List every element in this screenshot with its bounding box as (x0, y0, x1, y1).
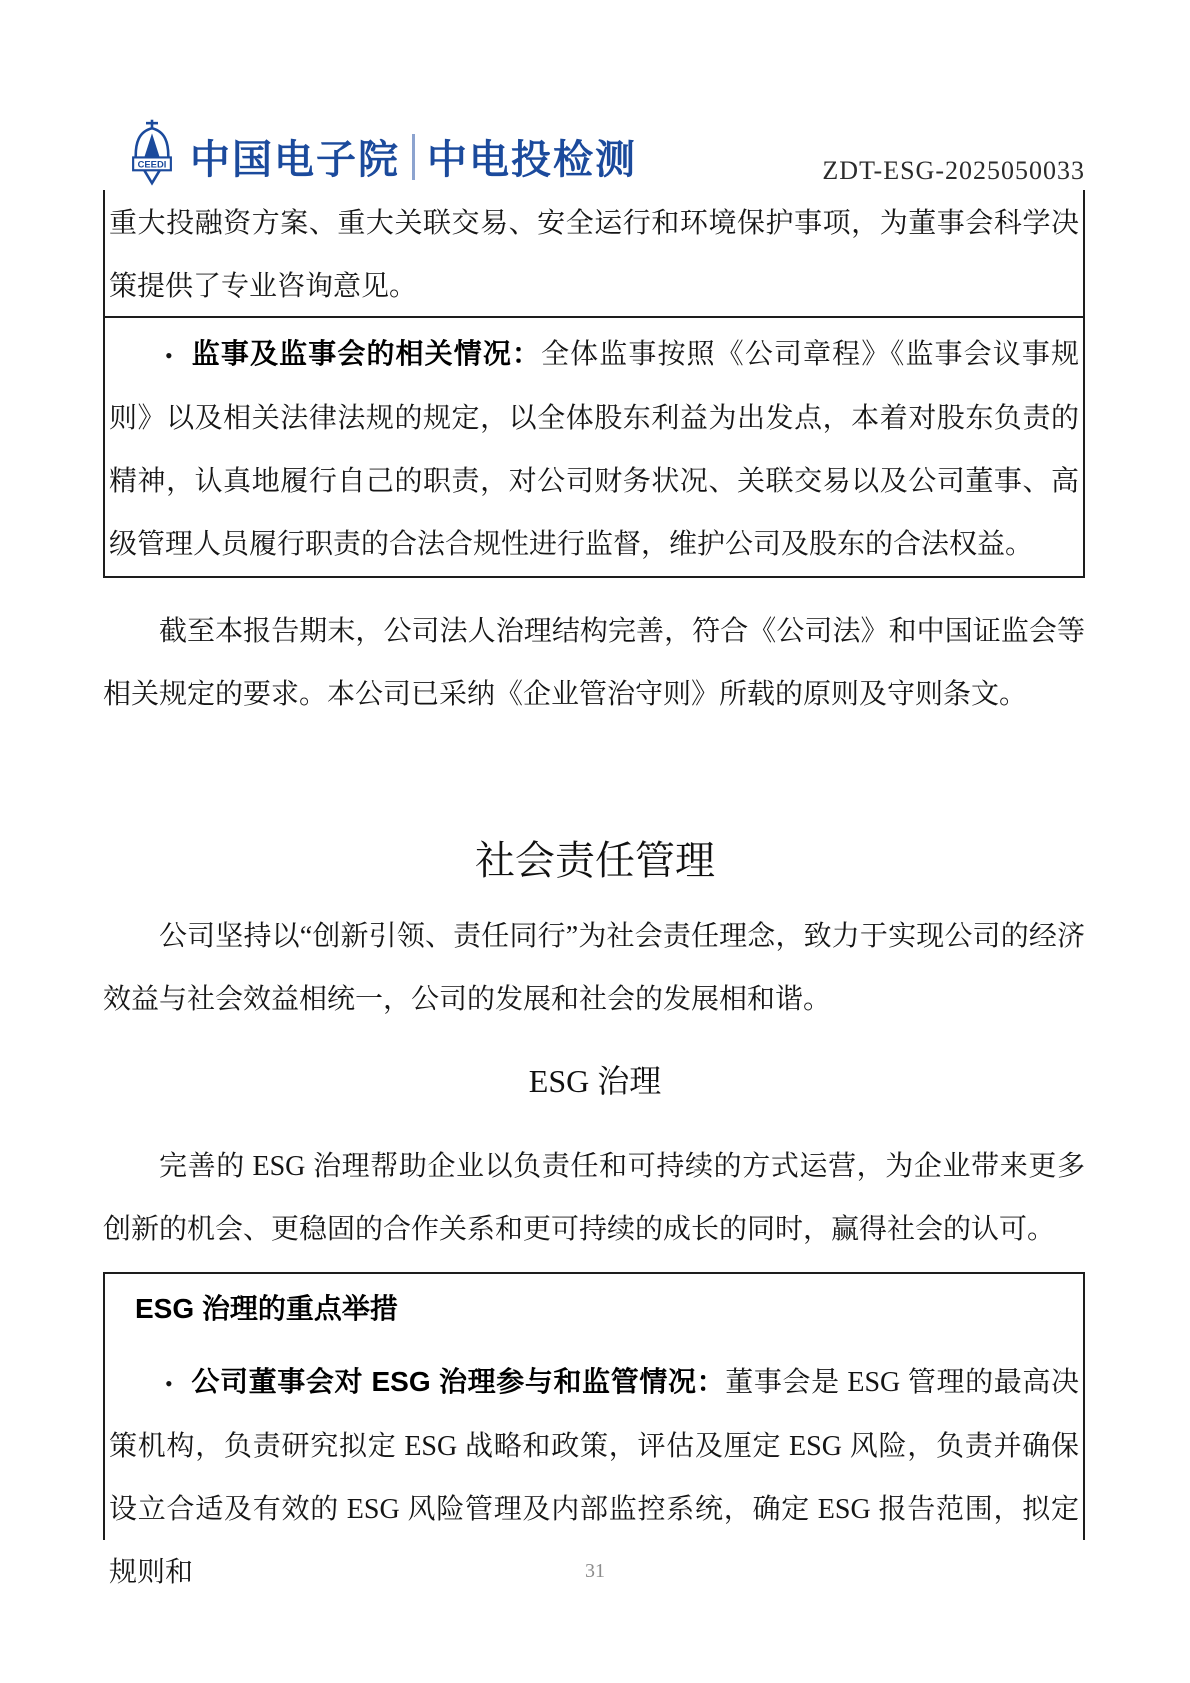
ceedi-emblem-icon (126, 118, 178, 195)
bullet-icon: • (165, 343, 173, 368)
supervisors-label: 监事及监事会的相关情况： (190, 338, 542, 369)
carryover-text-box (103, 190, 1085, 318)
supervisors-text: 全体监事按照《公司章程》《监事会议事规则》以及相关法律法规的规定，以全体股东利益为出发点，本着对股东负责的精神，认真地履行自己的职责，对公司财务状况、关联交易以及公司董事、高级管理人员履行职责的合法合规性进行监督，维护公司及股东的合法权益。 (109, 339, 1079, 560)
esg-section-title: ESG 治理 (528, 1063, 662, 1099)
esg-measures-label: 公司董事会对 ESG 治理参与和监管情况： (190, 1366, 726, 1397)
governance-summary-paragraph: 截至本报告期末，公司法人治理结构完善，符合《公司法》和中国证监会等相关规定的要求。本公司已采纳《企业管治守则》所载的原则及守则条文。 (103, 616, 1085, 710)
esg-intro-paragraph: 完善的 ESG 治理帮助企业以负责任和可持续的方式运营，为企业带来更多创新的机会、更稳固的合作关系和更可持续的成长的同时，赢得社会的认可。 (103, 1151, 1085, 1245)
logo-org-name: 中国电子院 (190, 138, 400, 182)
document-number: ZDT-ESG-2025050033 (822, 156, 1085, 185)
svg-text:CEEDI: CEEDI (137, 158, 167, 170)
logo-divider (412, 134, 415, 180)
esg-measures-text: 董事会是 ESG 管理的最高决策机构，负责研究拟定 ESG 战略和政策，评估及厘定 ESG 风险，负责并确保设立合适及有效的 ESG 风险管理及内部监控系统，确定 ESG 报告范围，拟定规则和 (109, 1367, 1079, 1588)
logo-sub-name: 中电投检测 (427, 138, 637, 182)
page-number: 31 (585, 1560, 605, 1582)
bullet-icon: • (165, 1371, 173, 1396)
csr-intro-paragraph: 公司坚持以“创新引领、责任同行”为社会责任理念，致力于实现公司的经济效益与社会效益相统一，公司的发展和社会的发展相和谐。 (103, 921, 1085, 1015)
supervisors-text-box (103, 318, 1085, 578)
header-logo (126, 118, 637, 195)
csr-section-title: 社会责任管理 (475, 838, 715, 883)
supervisors-paragraph (109, 322, 1079, 576)
esg-measures-title: ESG 治理的重点举措 (135, 1293, 398, 1324)
carryover-paragraph: 重大投融资方案、重大关联交易、安全运行和环境保护事项，为董事会科学决策提供了专业咨询意见。 (109, 208, 1079, 302)
